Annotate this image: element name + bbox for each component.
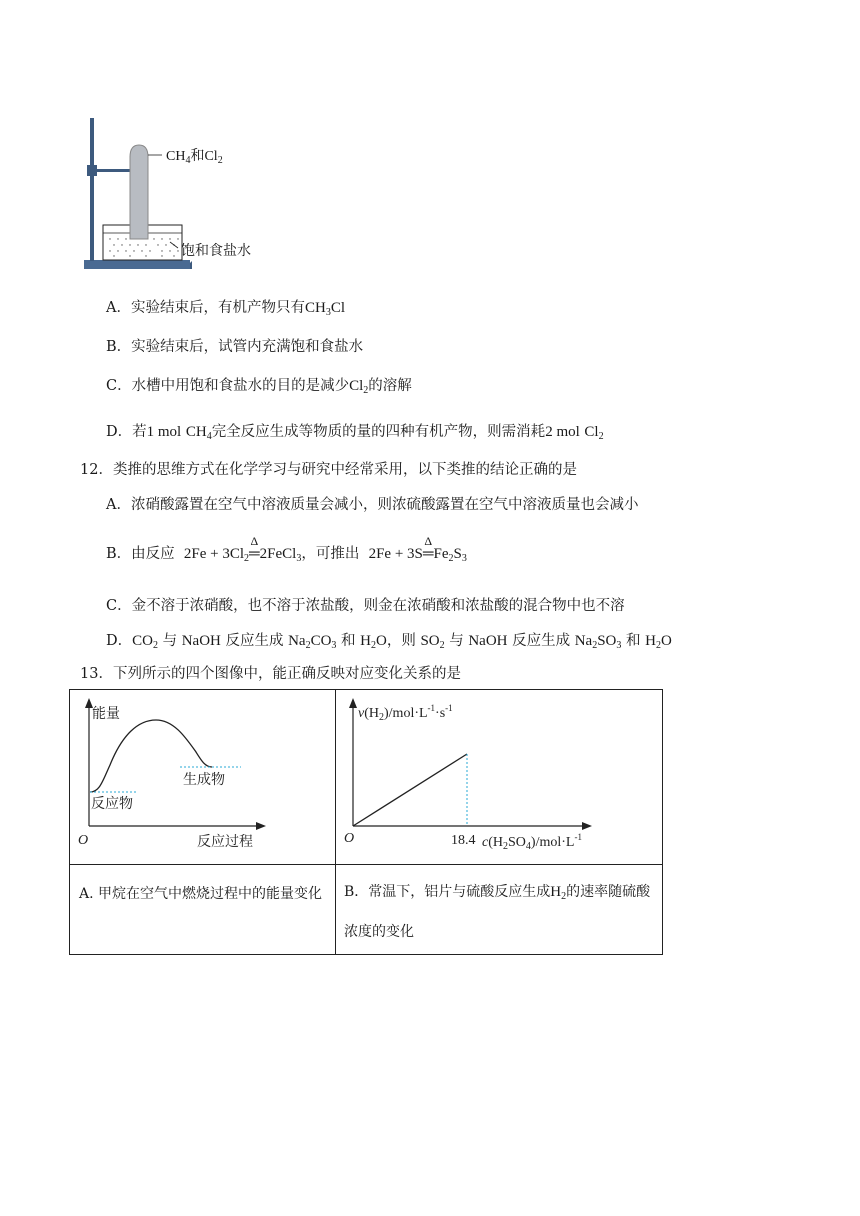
q12-stem: 12．类推的思维方式在化学学习与研究中经常采用，以下类推的结论正确的是 (80, 462, 577, 478)
graph-b-xlabel: $c(H_2SO_4)/mol\cdot L^{-1}$ (482, 832, 582, 852)
graph-a-origin: O (78, 833, 89, 848)
graph-b-caption-cell (336, 865, 663, 955)
graph-b-rate-line (353, 754, 467, 826)
water-label: 饱和食盐水 (181, 243, 251, 259)
graph-b-origin: O (344, 831, 355, 846)
q11-option-a[interactable]: A．实验结束后，有机产物只有$CH_3Cl$ (106, 300, 346, 318)
graph-b-caption: B．常温下，铝片与硫酸反应生成$H_2$的速率随硫酸浓度的变化 (344, 884, 651, 940)
q11-option-b[interactable]: B．实验结束后，试管内充满饱和食盐水 (106, 339, 364, 355)
graph-a-caption-cell (70, 865, 336, 955)
graph-b-ylabel: $v(H_2)/mol\cdot L^{-1}\cdot s^{-1}$ (358, 703, 453, 723)
q12-option-b[interactable]: B．由反应 $2Fe + 3Cl_2$ Δ ═2FeCl$_3$，可推出 2Fe + 3S Δ $═Fe_2S_3$ (106, 534, 467, 564)
graph-a-caption: A. 甲烷在空气中燃烧过程中的能量变化 (79, 886, 323, 902)
graph-a-xlabel: 反应过程 (197, 834, 253, 850)
graph-a-cell (70, 690, 336, 865)
q12-option-c[interactable]: C．金不溶于浓硝酸，也不溶于浓盐酸，则金在浓硝酸和浓盐酸的混合物中也不溶 (106, 598, 625, 614)
q12-option-a[interactable]: A．浓硝酸露置在空气中溶液质量会减小，则浓硫酸露置在空气中溶液质量也会减小 (106, 497, 639, 513)
graph-b (336, 690, 662, 860)
q13-table (69, 689, 663, 955)
q11-option-d[interactable]: D．若1 mol $CH_4$完全反应生成等物质的量的四种有机产物，则需消耗2 mol $Cl_2$ (106, 424, 604, 442)
graph-b-cell (336, 690, 663, 865)
graph-a-x-arrow (256, 822, 266, 830)
q11-option-c[interactable]: C．水槽中用饱和食盐水的目的是减少$Cl_2$的溶解 (106, 378, 412, 396)
graph-a-reactant-label: 反应物 (91, 796, 133, 812)
graph-a (70, 690, 335, 860)
graph-a-ylabel: 能量 (92, 706, 120, 722)
graph-b-x-arrow (582, 822, 592, 830)
graph-b-y-arrow (349, 698, 357, 708)
graph-b-x-tick: 18.4 (451, 833, 476, 848)
q12-option-d[interactable]: D．$CO_2$ 与 NaOH 反应生成 $Na_2CO_3$ 和 $H_2O$，则 $SO_2$ 与 NaOH 反应生成 $Na_2SO_3$ 和 $H_2O$ (106, 633, 672, 651)
q13-stem: 13．下列所示的四个图像中，能正确反映对应变化关系的是 (80, 666, 461, 682)
graph-a-product-label: 生成物 (183, 772, 225, 788)
gas-label: $CH_4$和$Cl_2$ (166, 149, 223, 166)
